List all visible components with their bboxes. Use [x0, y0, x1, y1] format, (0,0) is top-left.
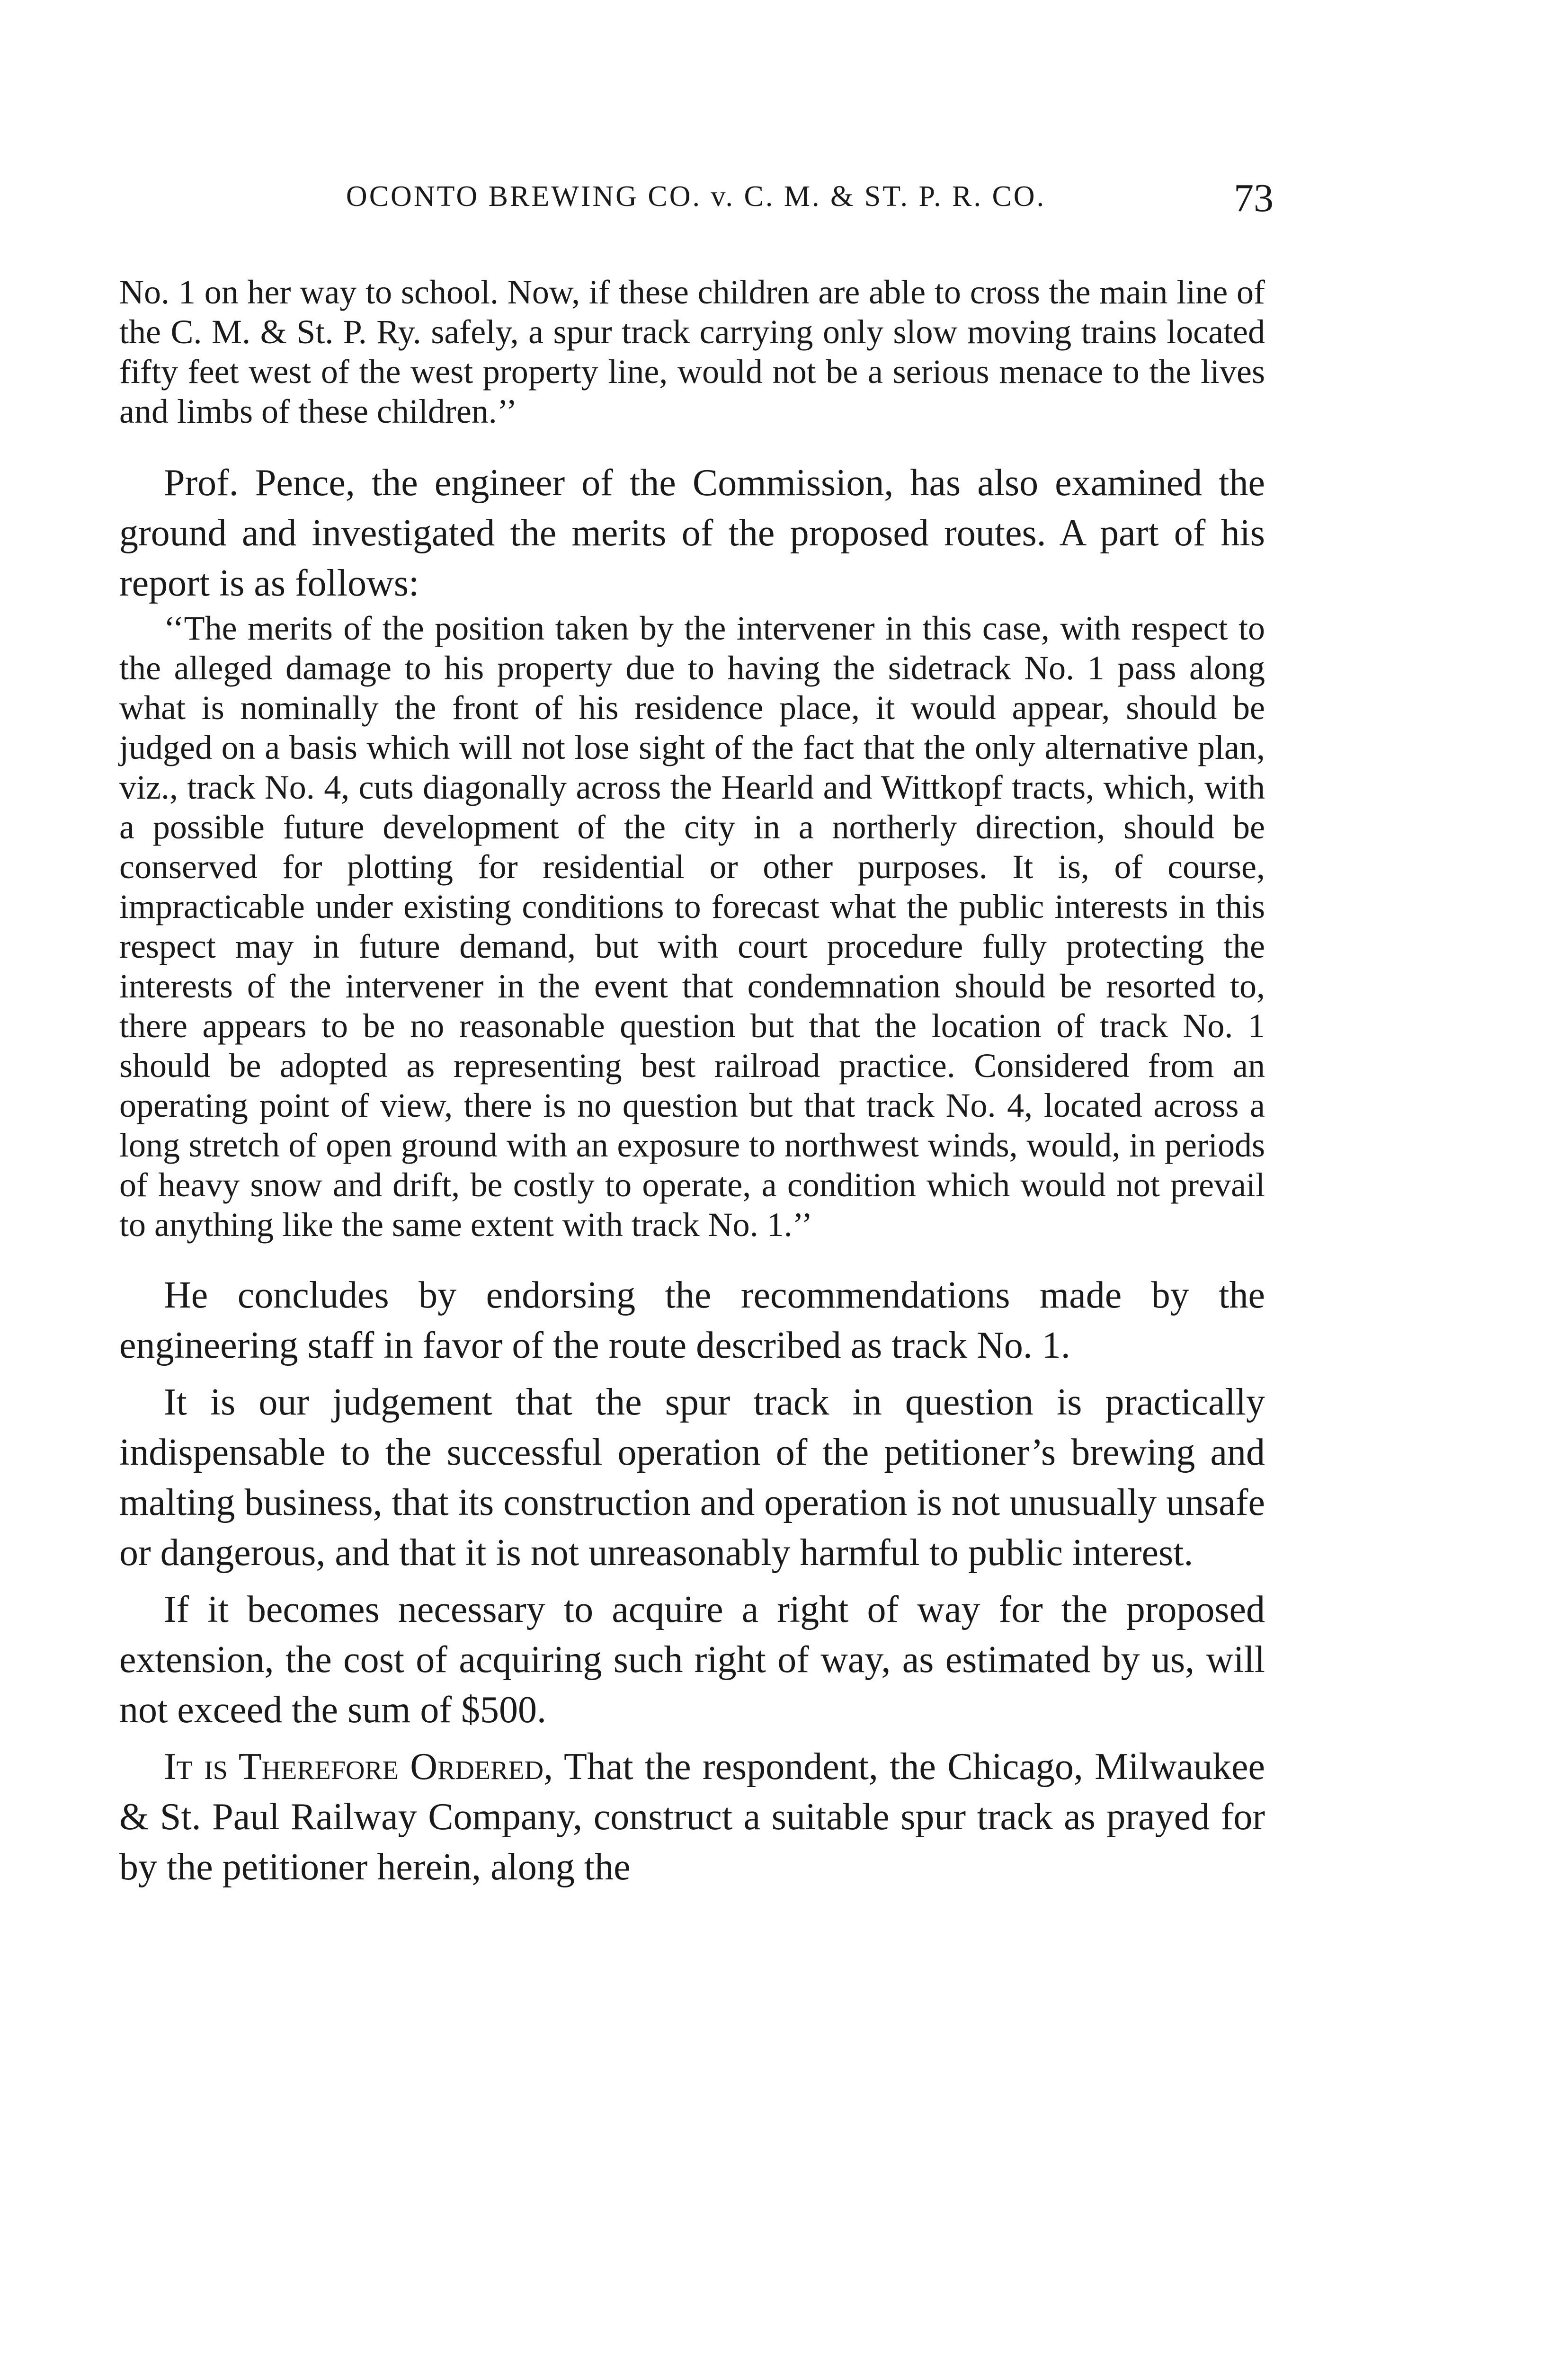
judgement-paragraph: It is our judgement that the spur track in question is practically indispensable to the successful operation of the petitioner’s brewing and malting business, that its construction and operation is not unusually unsafe or dangerous, and that it is not unreasonably harmful to public interest. [119, 1381, 1265, 1574]
order-lead: It is Therefore Ordered, [164, 1746, 553, 1788]
order-text: That the respondent, the Chicago, Milwaukee & St. Paul Railway Company, construct a suitable spur track as prayed for by the petitioner herein, along the [119, 1746, 1265, 1888]
cost-paragraph: If it becomes necessary to acquire a right of way for the proposed extension, the cost of acquiring such right of way, as estimated by us, will not exceed the sum of $500. [119, 1589, 1265, 1731]
quote-continuation-paragraph: No. 1 on her way to school. Now, if these children are able to cross the main line of the C. M. & St. P. Ry. safely, a spur track carrying only slow moving trains located fifty feet west of the west property line, would not be a serious menace to the lives and limbs of these children.’’ [119, 273, 1265, 430]
conclusion-paragraph: He concludes by endorsing the recommendations made by the engineering staff in favor of the route described as track No. 1. [119, 1274, 1265, 1366]
body-text [119, 272, 1265, 1892]
pence-intro-paragraph: Prof. Pence, the engineer of the Commission, has also examined the ground and investigated the merits of the proposed routes. A part of his report is as follows: [119, 462, 1265, 604]
order-paragraph [119, 1742, 1265, 1892]
running-head [118, 175, 1274, 227]
page-number: 73 [1234, 176, 1274, 220]
running-title: OCONTO BREWING CO. v. C. M. & ST. P. R. CO. [346, 180, 1046, 213]
pence-report-quote: ‘‘The merits of the position taken by the intervener in this case, with respect to the alleged damage to his property due to having the sidetrack No. 1 pass along what is nominally the front of his residence place, it would appear, should be judged on a basis which will not lose sight of the fact that the only alternative plan, viz., track No. 4, cuts diagonally across the Hearld and Wittkopf tracts, which, with a possible future development of the city in a northerly direction, should be conserved for plotting for residential or other purposes. It is, of course, impracticable under existing conditions to forecast what the public interests in this respect may in future demand, but with court procedure fully protecting the interests of the intervener in the event that condemnation should be resorted to, there appears to be no reasonable question but that the location of track No. 1 should be adopted as representing best railroad practice. Considered from an operating point of view, there is no question but that track No. 4, located across a long stretch of open ground with an exposure to northwest winds, would, in periods of heavy snow and drift, be costly to operate, a condition which would not prevail to anything like the same extent with track No. 1.’’ [119, 609, 1265, 1244]
